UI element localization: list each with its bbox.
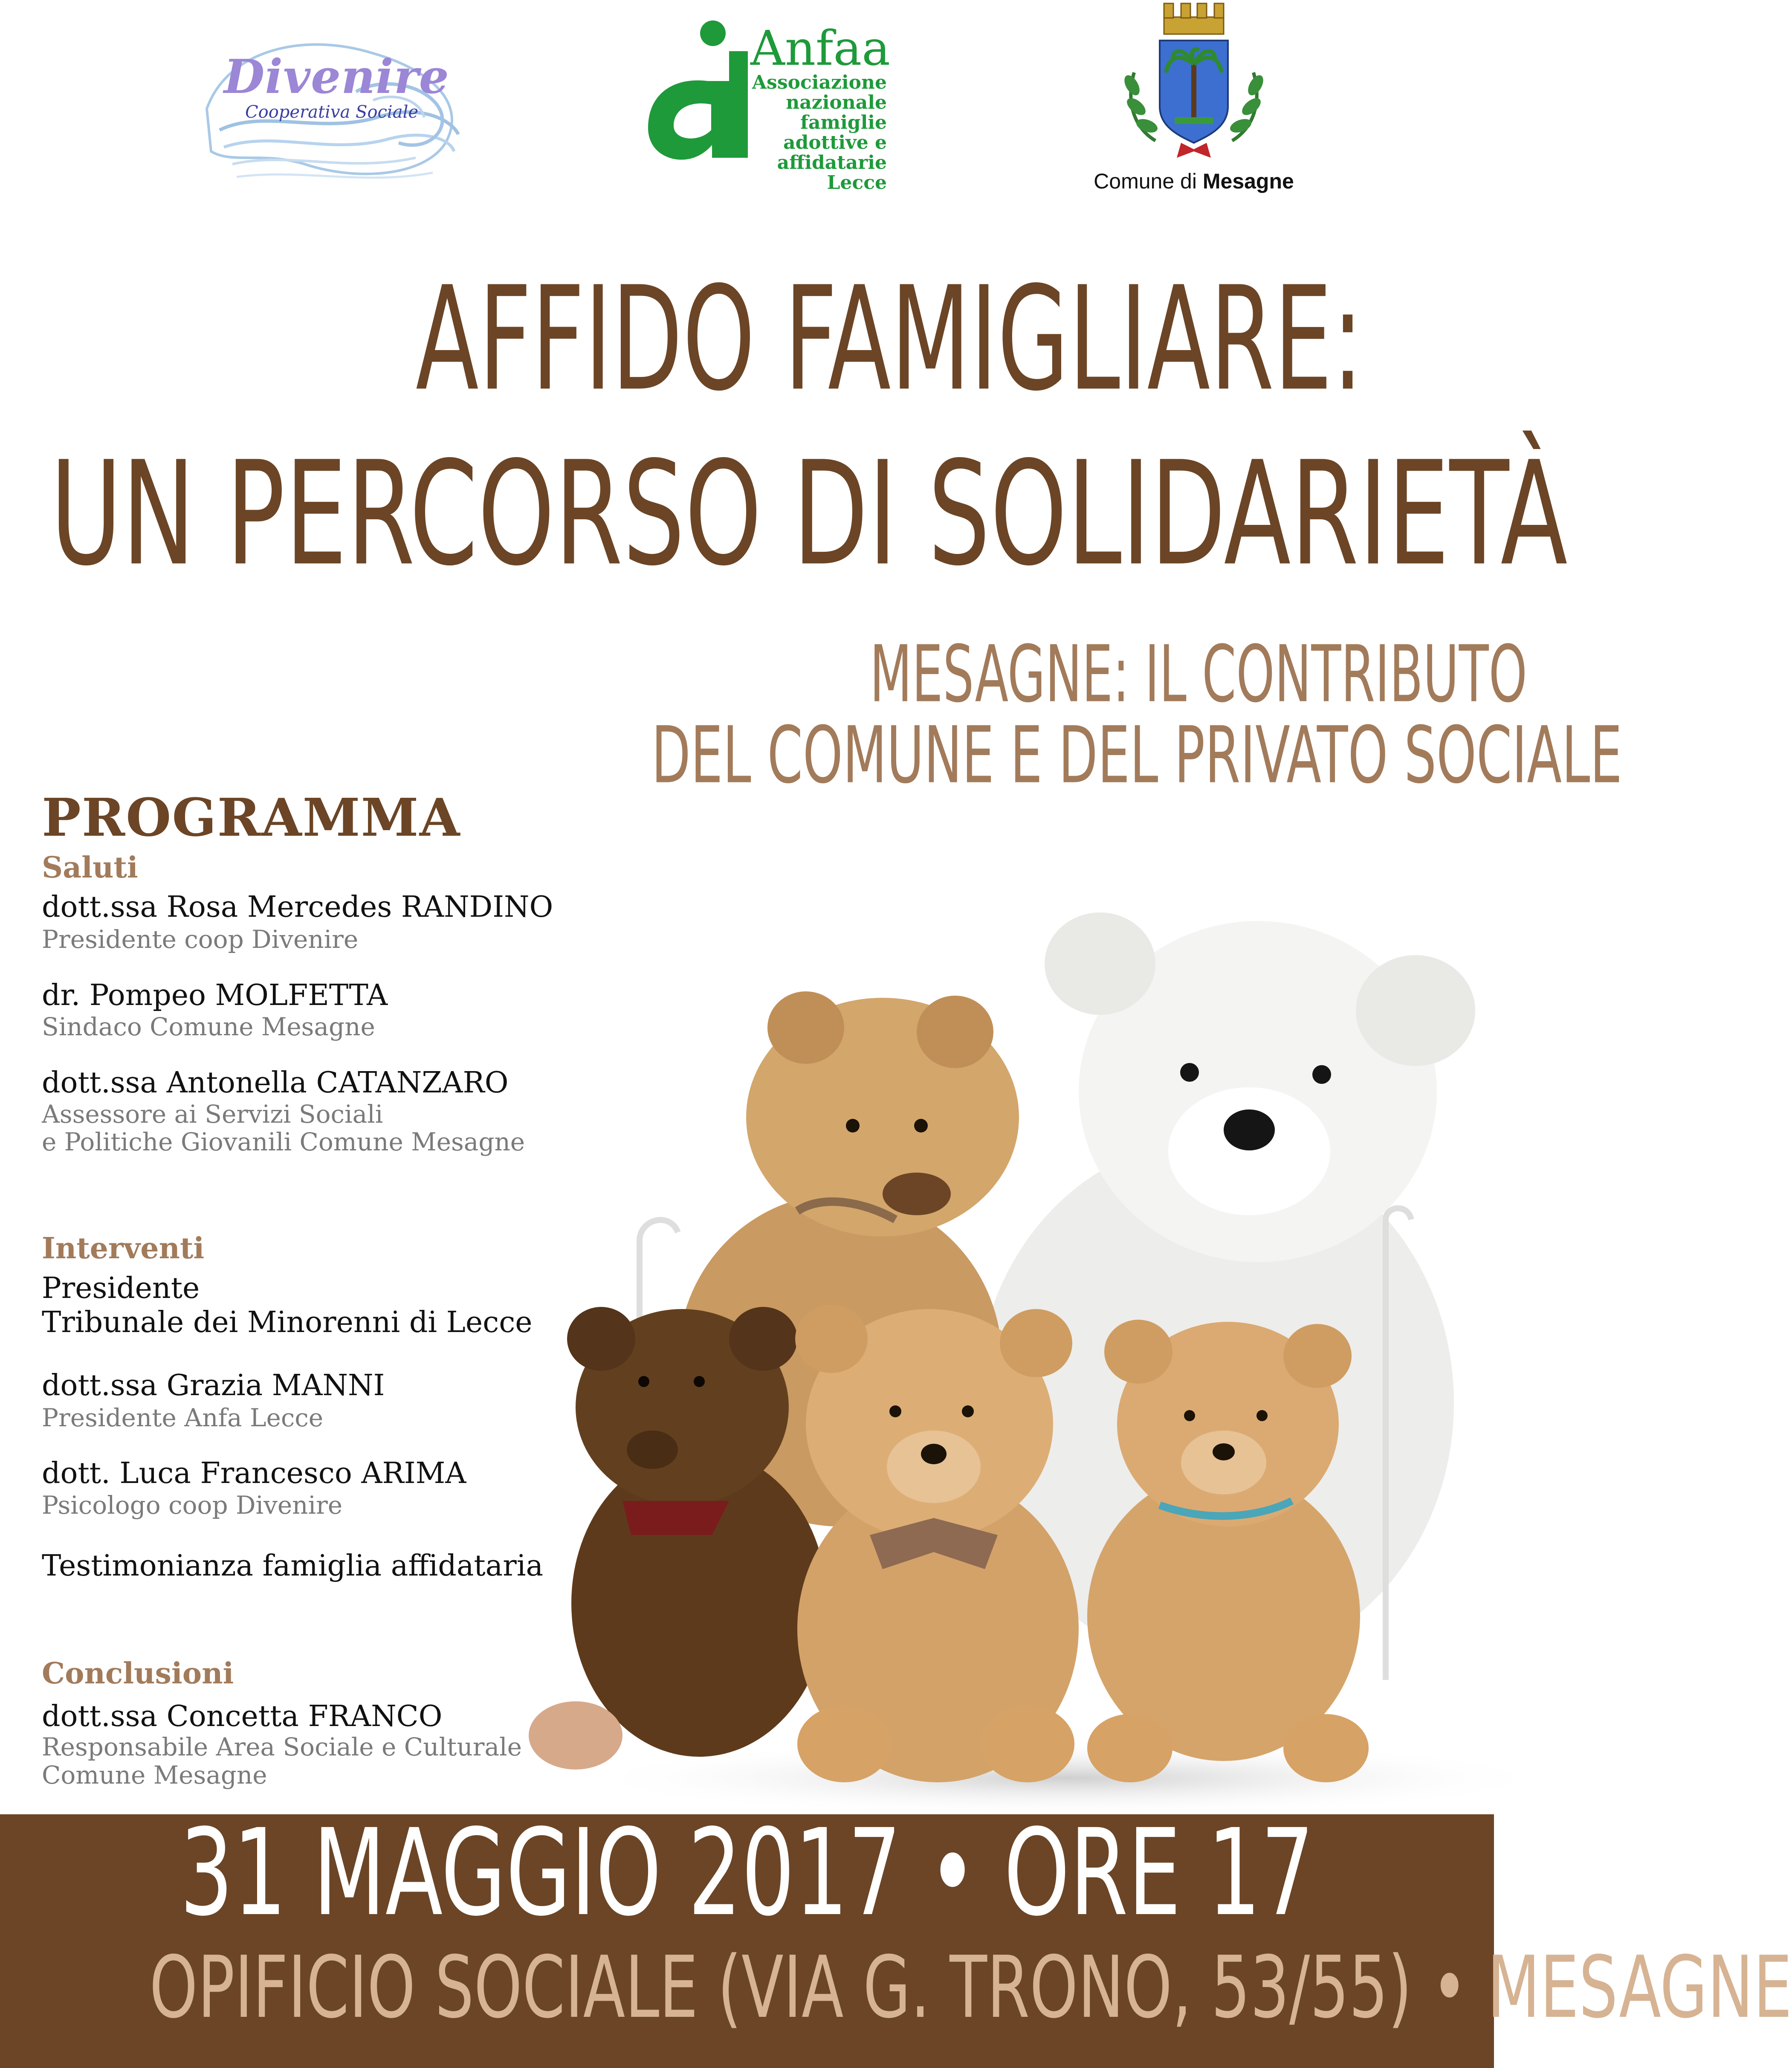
speaker-role: e Politiche Giovanili Comune Mesagne xyxy=(42,1127,525,1156)
programma-heading: PROGRAMMA xyxy=(42,787,461,848)
anfaa-mark xyxy=(644,17,755,188)
speaker-name: dott.ssa Antonella CATANZARO xyxy=(42,1066,509,1100)
speaker-name: dr. Pompeo MOLFETTA xyxy=(42,979,388,1012)
subtitle-line-1: MESAGNE: IL CONTRIBUTO xyxy=(870,629,1527,720)
dark-brown-bear xyxy=(529,1307,827,1770)
event-date: 31 MAGGIO 2017 • ORE 17 xyxy=(179,1804,1314,1943)
speaker-name: Presidente xyxy=(42,1272,200,1305)
comune-mesagne-logo xyxy=(1087,0,1300,200)
anfaa-wordmark: Anfaa xyxy=(750,21,891,76)
teddy-bears-illustration xyxy=(490,870,1494,1812)
speaker-role: Assessore ai Servizi Sociali xyxy=(42,1100,383,1129)
speaker-role: Comune Mesagne xyxy=(42,1761,267,1790)
anfaa-description: Associazione nazionale famiglie adottive e affidatarie Lecce xyxy=(752,72,887,194)
speaker-name: Testimonianza famiglia affidataria xyxy=(42,1549,544,1583)
speaker-name: Tribunale dei Minorenni di Lecce xyxy=(42,1306,533,1339)
speaker-name: dott. Luca Francesco ARIMA xyxy=(42,1457,466,1490)
speaker-role: Psicologo coop Divenire xyxy=(42,1491,343,1520)
divenire-wordmark: Divenire xyxy=(224,49,449,104)
speaker-role: Presidente coop Divenire xyxy=(42,925,359,954)
section-conclusioni: Conclusioni xyxy=(42,1657,234,1691)
speaker-name: dott.ssa Concetta FRANCO xyxy=(42,1700,443,1733)
event-venue: OPIFICIO SOCIALE (VIA G. TRONO, 53/55) • MESAGNE xyxy=(149,1938,1792,2037)
light-tan-bear-center xyxy=(795,1305,1079,1782)
section-saluti: Saluti xyxy=(42,851,138,885)
speaker-name: dott.ssa Grazia MANNI xyxy=(42,1369,385,1402)
comune-label: Comune di Mesagne xyxy=(1094,169,1294,193)
speaker-role: Presidente Anfa Lecce xyxy=(42,1403,324,1432)
section-interventi: Interventi xyxy=(42,1231,205,1266)
light-tan-bear-right xyxy=(1087,1320,1369,1782)
main-title-line-2: UN PERCORSO DI SOLIDARIETÀ xyxy=(50,431,1568,597)
speaker-name: dott.ssa Rosa Mercedes RANDINO xyxy=(42,890,553,924)
divenire-logo xyxy=(194,23,471,190)
coat-of-arms-icon xyxy=(1087,0,1300,166)
main-title-line-1: AFFIDO FAMIGLIARE: xyxy=(416,256,1364,423)
anfaa-logo xyxy=(644,17,891,194)
speaker-role: Responsabile Area Sociale e Culturale xyxy=(42,1732,522,1761)
subtitle-line-2: DEL COMUNE E DEL PRIVATO SOCIALE xyxy=(651,710,1622,801)
speaker-role: Sindaco Comune Mesagne xyxy=(42,1012,375,1041)
divenire-subtitle: Cooperativa Sociale xyxy=(245,102,419,122)
